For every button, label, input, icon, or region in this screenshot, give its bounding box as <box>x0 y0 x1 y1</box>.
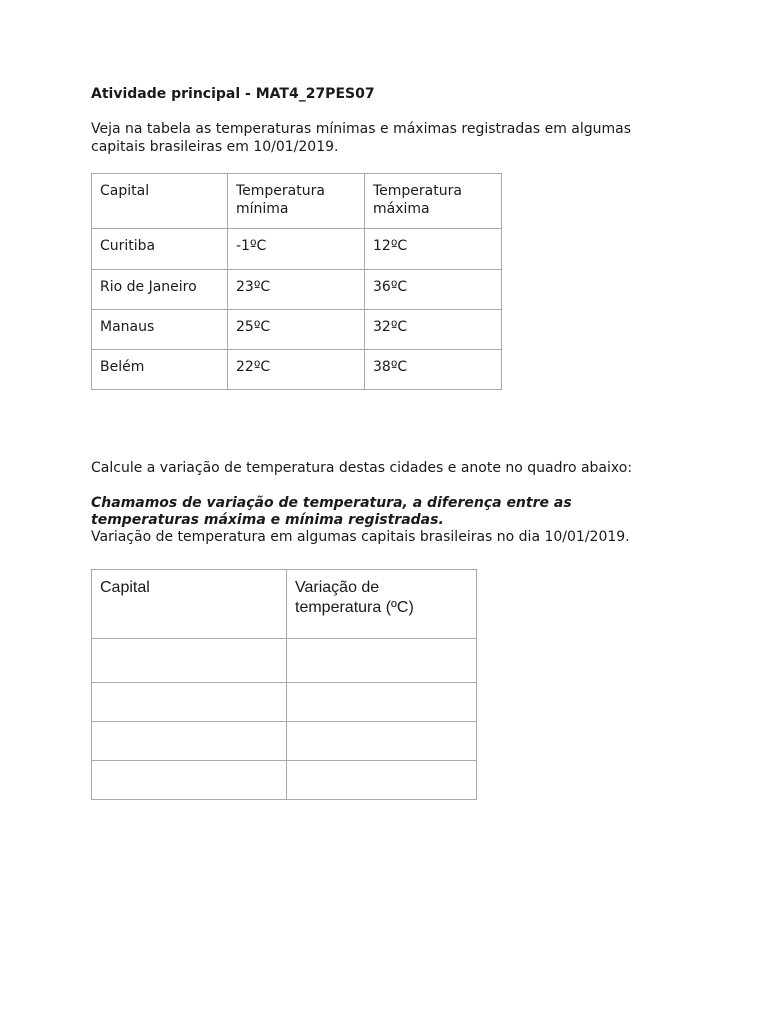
answer-cell-variation[interactable] <box>287 639 477 683</box>
instruction-text: Calcule a variação de temperatura destas cidades e anote no quadro abaixo: <box>91 460 633 476</box>
answer-cell-variation[interactable] <box>287 722 477 761</box>
capital-cell: Curitiba <box>92 229 228 270</box>
max-temp-cell: 12ºC <box>365 229 502 270</box>
definition-text: Chamamos de variação de temperatura, a diferença entre as temperaturas máxima e mínima registradas. <box>91 495 572 528</box>
min-temp-cell: -1ºC <box>228 229 365 270</box>
header-cell-capital: Capital <box>92 570 287 639</box>
table-row <box>92 310 502 350</box>
table-row <box>92 761 477 800</box>
table-row <box>92 722 477 761</box>
temperature-table <box>91 173 502 390</box>
table-row <box>92 639 477 683</box>
header-cell-min-temp: Temperatura mínima <box>228 174 365 229</box>
max-temp-cell: 38ºC <box>365 350 502 390</box>
answer-cell-variation[interactable] <box>287 683 477 722</box>
variation-table <box>91 569 477 800</box>
table-header-row <box>92 570 477 639</box>
min-temp-cell: 23ºC <box>228 270 365 310</box>
page-title: Atividade principal - MAT4_27PES07 <box>91 86 375 102</box>
intro-paragraph: Veja na tabela as temperaturas mínimas e máximas registradas em algumas capitais brasileiras em 10/01/2019. <box>91 121 632 155</box>
table-row <box>92 683 477 722</box>
answer-cell-capital[interactable] <box>92 761 287 800</box>
max-temp-cell: 32ºC <box>365 310 502 350</box>
header-cell-capital: Capital <box>92 174 228 229</box>
min-temp-cell: 22ºC <box>228 350 365 390</box>
table-row <box>92 350 502 390</box>
capital-cell: Rio de Janeiro <box>92 270 228 310</box>
header-cell-variation: Variação de temperatura (ºC) <box>287 570 477 639</box>
capital-cell: Manaus <box>92 310 228 350</box>
max-temp-cell: 36ºC <box>365 270 502 310</box>
answer-cell-capital[interactable] <box>92 639 287 683</box>
answer-cell-capital[interactable] <box>92 722 287 761</box>
capital-cell: Belém <box>92 350 228 390</box>
table-caption: Variação de temperatura em algumas capitais brasileiras no dia 10/01/2019. <box>91 529 630 545</box>
table-header-row <box>92 174 502 229</box>
min-temp-cell: 25ºC <box>228 310 365 350</box>
answer-cell-variation[interactable] <box>287 761 477 800</box>
header-cell-max-temp: Temperatura máxima <box>365 174 502 229</box>
definition-block <box>91 495 671 546</box>
table-row <box>92 270 502 310</box>
table-row <box>92 229 502 270</box>
answer-cell-capital[interactable] <box>92 683 287 722</box>
